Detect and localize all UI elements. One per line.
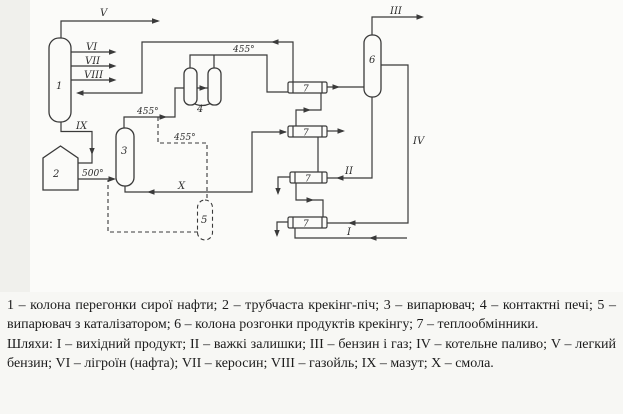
arrow-icon	[307, 197, 315, 202]
evaporator3-vessel	[116, 128, 134, 186]
arrow-icon	[152, 18, 160, 23]
arrow-icon	[417, 14, 425, 19]
temp-500-label: 500°	[82, 169, 104, 179]
stream-vi-label: VI	[86, 42, 98, 53]
temp-455-mid-label: 455°	[137, 107, 159, 117]
arrow-icon	[280, 129, 288, 134]
stream-v-label: V	[100, 8, 108, 19]
he4-left-outlet-line	[277, 222, 288, 235]
stream-i-line	[295, 228, 407, 238]
stream-vii-label: VII	[85, 56, 101, 67]
equipment-2-label: 2	[53, 169, 60, 180]
arrow-icon	[271, 39, 279, 44]
arrow-icon	[147, 189, 155, 194]
arrow-icon	[89, 148, 94, 155]
cracking-furnace2-vessel	[43, 146, 78, 190]
figure-caption	[7, 296, 616, 373]
stream-ix-label: IX	[76, 121, 88, 132]
he3-left-outlet-line	[278, 177, 290, 193]
stream-v-line	[61, 21, 158, 38]
arrow-icon	[109, 49, 117, 54]
arrow-icon	[304, 107, 312, 112]
stream-x-line	[125, 132, 286, 192]
stream-viii-label: VIII	[84, 70, 104, 81]
equipment-6-label: 6	[369, 55, 376, 66]
contact-furnace-header-line	[190, 55, 288, 92]
contact-furnace4-right-vessel	[208, 68, 221, 105]
equipment-1-label: 1	[56, 81, 63, 92]
cracking-column6-vessel	[364, 35, 381, 97]
equipment-7d-label: 7	[303, 219, 309, 230]
caption-equipment-list: 1 – колона перегонки сирої нафти; 2 – трубчаста крекінг-піч; 3 – випарювач; 4 – контактні печі; 5 – випарювач з каталізатором; 6 – колона розгонки продуктів крекінгу; 7 – теплообмінники.	[7, 298, 616, 333]
arrow-icon	[333, 84, 341, 89]
arrow-icon	[76, 90, 84, 95]
caption-paths-list: Шляхи: I – вихідний продукт; II – важкі залишки; III – бензин і газ; IV – котельне паливо; V – легкий бензин; VI – лігроїн (нафта); VII – керосин; VIII – газойль; IX – мазут; X – смола.	[7, 336, 616, 371]
stream-i-label: I	[347, 227, 351, 238]
stream-iii-line	[372, 17, 421, 35]
equipment-3-label: 3	[121, 146, 128, 157]
arrow-icon	[109, 77, 117, 82]
stream-iv-label: IV	[413, 136, 425, 147]
distillation-column1-vessel	[49, 38, 71, 122]
temp-455-dashed-label: 455°	[174, 133, 196, 143]
temp-455-top-label: 455°	[233, 45, 255, 55]
arrow-icon	[160, 114, 168, 119]
arrow-icon	[275, 188, 280, 195]
arrow-icon	[200, 85, 208, 90]
arrow-icon	[369, 235, 377, 240]
arrow-icon	[348, 220, 356, 225]
stream-x-label: X	[178, 181, 186, 192]
equipment-5-label: 5	[201, 215, 208, 226]
arrow-icon	[338, 128, 346, 133]
stream-iii-label: III	[390, 6, 402, 17]
equipment-7c-label: 7	[305, 174, 311, 185]
equipment-7a-label: 7	[303, 84, 309, 95]
contact-furnace4-left-vessel	[184, 68, 197, 105]
arrow-icon	[109, 63, 117, 68]
equipment-7b-label: 7	[303, 128, 309, 139]
arrow-icon	[336, 175, 344, 180]
arrow-icon	[109, 176, 117, 181]
equipment-4-label: 4	[197, 104, 204, 115]
arrow-icon	[274, 230, 279, 237]
stream-ii-label: II	[345, 166, 353, 177]
